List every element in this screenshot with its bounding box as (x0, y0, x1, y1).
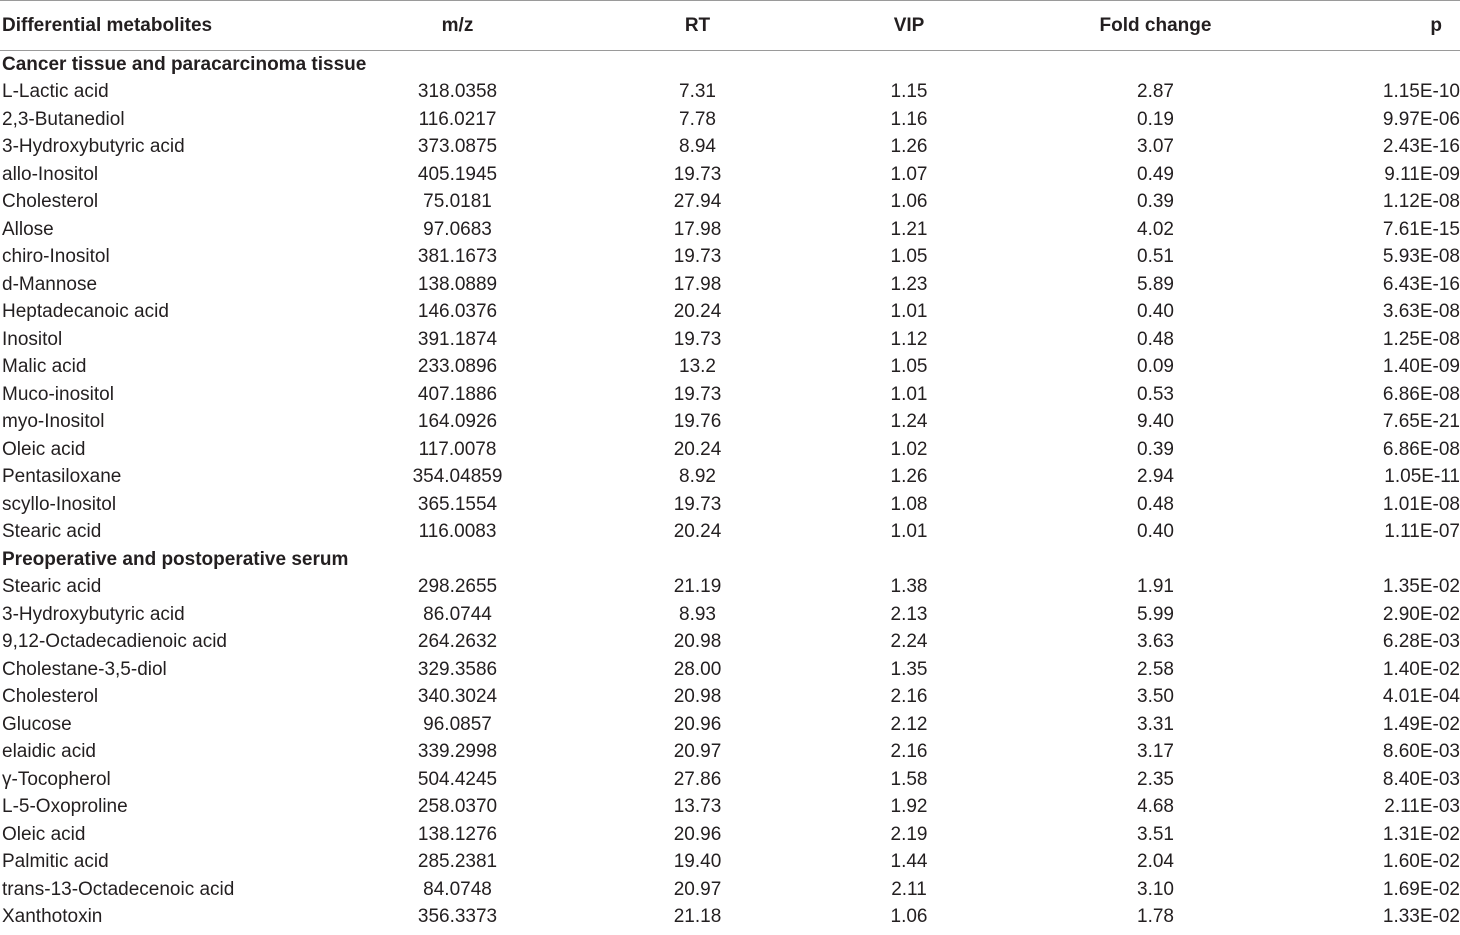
vip-cell: 2.13 (890, 603, 928, 625)
metabolite-cell: allo-Inositol (2, 163, 99, 185)
fold-change-cell: 3.51 (1137, 823, 1174, 845)
fold-change-cell: 5.89 (1137, 273, 1174, 295)
metabolite-cell: 3-Hydroxybutyric acid (2, 603, 185, 625)
rt-cell: 20.96 (673, 713, 722, 735)
vip-cell: 1.01 (890, 383, 928, 405)
metabolite-cell: Inositol (2, 328, 63, 350)
rt-cell: 20.24 (673, 438, 722, 460)
table-row (0, 656, 1460, 684)
p-value-cell: 3.63E-08 (1382, 301, 1460, 323)
metabolite-cell: Glucose (2, 713, 72, 735)
vip-cell: 1.06 (890, 906, 928, 928)
group-header-row (0, 546, 1460, 574)
p-value-cell: 6.86E-08 (1382, 383, 1460, 405)
mz-cell: 298.2655 (417, 576, 498, 598)
table-row (0, 683, 1460, 711)
vip-cell: 1.38 (890, 576, 928, 598)
rt-cell: 20.97 (673, 878, 722, 900)
p-value-cell: 9.97E-06 (1382, 108, 1460, 130)
mz-cell: 354.04859 (412, 466, 503, 488)
rt-cell: 17.98 (673, 218, 722, 240)
fold-change-cell: 0.19 (1137, 108, 1174, 130)
group-header-row (0, 51, 1460, 79)
column-header-p: p (1333, 1, 1460, 51)
vip-cell: 1.26 (890, 466, 928, 488)
mz-cell: 75.0181 (423, 191, 492, 213)
table-row (0, 133, 1460, 161)
mz-cell: 117.0078 (418, 438, 497, 460)
mz-cell: 329.3586 (417, 658, 498, 680)
table-row (0, 628, 1460, 656)
metabolite-cell: Malic acid (2, 356, 87, 378)
fold-change-cell: 3.50 (1137, 686, 1174, 708)
fold-change-cell: 0.40 (1137, 521, 1174, 543)
p-value-cell: 2.43E-16 (1382, 136, 1460, 158)
metabolite-cell: Oleic acid (2, 438, 86, 460)
fold-change-cell: 2.35 (1137, 768, 1174, 790)
p-value-cell: 2.90E-02 (1382, 603, 1460, 625)
mz-cell: 373.0875 (417, 136, 498, 158)
mz-cell: 138.0889 (417, 273, 498, 295)
table-row (0, 903, 1460, 931)
fold-change-cell: 0.09 (1137, 356, 1174, 378)
table-row (0, 161, 1460, 189)
fold-change-cell: 2.94 (1137, 466, 1174, 488)
rt-cell: 20.97 (673, 741, 722, 763)
fold-change-cell: 3.07 (1137, 136, 1174, 158)
p-value-cell: 1.12E-08 (1382, 191, 1460, 213)
fold-change-cell: 1.78 (1137, 906, 1174, 928)
vip-cell: 2.16 (890, 741, 928, 763)
table-row (0, 326, 1460, 354)
p-value-cell: 1.15E-10 (1382, 81, 1460, 103)
vip-cell: 1.01 (890, 521, 928, 543)
metabolite-cell: L-5-Oxoproline (2, 796, 128, 818)
vip-cell: 1.07 (890, 163, 928, 185)
rt-cell: 13.2 (679, 356, 716, 378)
rt-cell: 21.18 (673, 906, 722, 928)
rt-cell: 8.94 (679, 136, 716, 158)
fold-change-cell: 0.49 (1137, 163, 1174, 185)
table-row (0, 491, 1460, 519)
p-value-cell: 1.35E-02 (1382, 576, 1460, 598)
table-row (0, 188, 1460, 216)
rt-cell: 8.92 (679, 466, 716, 488)
p-value-cell: 1.31E-02 (1382, 823, 1460, 845)
rt-cell: 7.78 (679, 108, 716, 130)
table-row (0, 711, 1460, 739)
group-title: Cancer tissue and paracarcinoma tissue (2, 54, 367, 75)
vip-cell: 1.01 (890, 301, 928, 323)
fold-change-cell: 1.91 (1137, 576, 1174, 598)
vip-cell: 1.08 (890, 493, 928, 515)
vip-cell: 1.35 (890, 658, 928, 680)
rt-cell: 19.73 (673, 328, 722, 350)
fold-change-cell: 4.68 (1137, 796, 1174, 818)
table-row (0, 408, 1460, 436)
mz-cell: 84.0748 (423, 878, 492, 900)
p-value-cell: 1.49E-02 (1382, 713, 1460, 735)
rt-cell: 17.98 (673, 273, 722, 295)
table-row (0, 216, 1460, 244)
mz-cell: 339.2998 (417, 741, 498, 763)
table-row (0, 766, 1460, 794)
p-value-cell: 6.43E-16 (1382, 273, 1460, 295)
rt-cell: 20.24 (673, 301, 722, 323)
metabolite-cell: Oleic acid (2, 823, 86, 845)
mz-cell: 340.3024 (417, 686, 498, 708)
table-row (0, 106, 1460, 134)
vip-cell: 1.21 (890, 218, 928, 240)
table-row (0, 821, 1460, 849)
column-header-metabolite: Differential metabolites (0, 1, 360, 51)
mz-cell: 258.0370 (417, 796, 498, 818)
rt-cell: 27.86 (673, 768, 722, 790)
fold-change-cell: 3.63 (1137, 631, 1174, 653)
rt-cell: 19.73 (673, 163, 722, 185)
mz-cell: 381.1673 (417, 246, 498, 268)
p-value-cell: 8.60E-03 (1382, 741, 1460, 763)
table-body (0, 51, 1460, 931)
mz-cell: 504.4245 (417, 768, 498, 790)
table-row (0, 381, 1460, 409)
mz-cell: 164.0926 (417, 411, 498, 433)
table-row (0, 573, 1460, 601)
fold-change-cell: 3.10 (1137, 878, 1174, 900)
fold-change-cell: 0.51 (1137, 246, 1174, 268)
vip-cell: 1.16 (890, 108, 928, 130)
vip-cell: 1.02 (890, 438, 928, 460)
fold-change-cell: 9.40 (1137, 411, 1174, 433)
fold-change-cell: 2.04 (1137, 851, 1174, 873)
column-header-vip: VIP (840, 1, 978, 51)
mz-cell: 86.0744 (423, 603, 492, 625)
fold-change-cell: 0.39 (1137, 191, 1174, 213)
rt-cell: 8.93 (679, 603, 716, 625)
p-value-cell: 1.69E-02 (1382, 878, 1460, 900)
vip-cell: 1.44 (890, 851, 928, 873)
p-value-cell: 6.86E-08 (1382, 438, 1460, 460)
mz-cell: 97.0683 (423, 218, 492, 240)
p-value-cell: 1.25E-08 (1382, 328, 1460, 350)
fold-change-cell: 3.17 (1137, 741, 1174, 763)
header-row (0, 1, 1460, 51)
p-value-cell: 7.65E-21 (1382, 411, 1460, 433)
vip-cell: 1.23 (890, 273, 928, 295)
mz-cell: 116.0083 (418, 521, 497, 543)
fold-change-cell: 0.40 (1137, 301, 1174, 323)
table-row (0, 738, 1460, 766)
rt-cell: 20.98 (673, 686, 722, 708)
rt-cell: 13.73 (673, 796, 722, 818)
fold-change-cell: 2.87 (1137, 81, 1174, 103)
rt-cell: 20.24 (673, 521, 722, 543)
p-value-cell: 1.40E-02 (1382, 658, 1460, 680)
table-row (0, 78, 1460, 106)
rt-cell: 21.19 (673, 576, 722, 598)
vip-cell: 1.24 (890, 411, 928, 433)
vip-cell: 1.92 (890, 796, 928, 818)
table-row (0, 353, 1460, 381)
metabolite-cell: elaidic acid (2, 741, 96, 763)
group-title: Preoperative and postoperative serum (2, 548, 349, 570)
vip-cell: 1.05 (890, 356, 928, 378)
p-value-cell: 1.11E-07 (1384, 521, 1460, 543)
metabolite-cell: scyllo-Inositol (2, 493, 117, 515)
vip-cell: 2.11 (891, 878, 927, 900)
rt-cell: 19.40 (673, 851, 722, 873)
table-row (0, 518, 1460, 546)
mz-cell: 356.3373 (417, 906, 498, 928)
vip-cell: 1.12 (890, 328, 928, 350)
mz-cell: 116.0217 (418, 108, 497, 130)
mz-cell: 138.1276 (417, 823, 498, 845)
vip-cell: 1.15 (890, 81, 928, 103)
vip-cell: 2.16 (890, 686, 928, 708)
column-header-mz: m/z (360, 1, 555, 51)
metabolite-cell: Palmitic acid (2, 851, 109, 873)
table-row (0, 601, 1460, 629)
metabolite-cell: 9,12-Octadecadienoic acid (2, 631, 227, 653)
metabolite-cell: trans-13-Octadecenoic acid (2, 878, 235, 900)
fold-change-cell: 0.53 (1137, 383, 1174, 405)
p-value-cell: 4.01E-04 (1382, 686, 1460, 708)
rt-cell: 28.00 (673, 658, 722, 680)
p-value-cell: 1.33E-02 (1382, 906, 1460, 928)
metabolite-cell: Heptadecanoic acid (2, 301, 169, 323)
table-row (0, 876, 1460, 904)
vip-cell: 1.26 (890, 136, 928, 158)
rt-cell: 20.96 (673, 823, 722, 845)
mz-cell: 407.1886 (417, 383, 498, 405)
vip-cell: 2.19 (890, 823, 928, 845)
rt-cell: 20.98 (673, 631, 722, 653)
metabolite-cell: Muco-inositol (2, 383, 114, 405)
metabolite-cell: d-Mannose (2, 273, 98, 295)
metabolite-cell: chiro-Inositol (2, 246, 110, 268)
fold-change-cell: 2.58 (1137, 658, 1174, 680)
rt-cell: 19.73 (673, 383, 722, 405)
metabolite-cell: 3-Hydroxybutyric acid (2, 136, 185, 158)
mz-cell: 233.0896 (417, 356, 498, 378)
metabolite-cell: Pentasiloxane (2, 466, 122, 488)
table-row (0, 298, 1460, 326)
fold-change-cell: 4.02 (1137, 218, 1174, 240)
metabolite-cell: Cholesterol (2, 191, 99, 213)
table-row (0, 463, 1460, 491)
metabolite-cell: Stearic acid (2, 521, 102, 543)
rt-cell: 27.94 (673, 191, 722, 213)
p-value-cell: 1.60E-02 (1382, 851, 1460, 873)
fold-change-cell: 3.31 (1137, 713, 1174, 735)
metabolite-cell: γ-Tocopherol (2, 768, 111, 790)
table-row (0, 848, 1460, 876)
rt-cell: 19.73 (673, 493, 722, 515)
p-value-cell: 7.61E-15 (1382, 218, 1460, 240)
fold-change-cell: 0.48 (1137, 328, 1174, 350)
fold-change-cell: 0.48 (1137, 493, 1174, 515)
table-row (0, 243, 1460, 271)
metabolite-cell: myo-Inositol (2, 411, 105, 433)
vip-cell: 1.58 (890, 768, 928, 790)
p-value-cell: 1.40E-09 (1382, 356, 1460, 378)
p-value-cell: 1.05E-11 (1384, 466, 1460, 488)
rt-cell: 7.31 (679, 81, 716, 103)
p-value-cell: 8.40E-03 (1382, 768, 1460, 790)
vip-cell: 1.06 (890, 191, 928, 213)
column-header-fold-change: Fold change (978, 1, 1333, 51)
mz-cell: 285.2381 (417, 851, 498, 873)
vip-cell: 2.24 (890, 631, 928, 653)
metabolite-cell: Allose (2, 218, 54, 240)
metabolite-cell: Cholesterol (2, 686, 99, 708)
metabolite-cell: Cholestane-3,5-diol (2, 658, 167, 680)
mz-cell: 405.1945 (417, 163, 498, 185)
mz-cell: 318.0358 (417, 81, 498, 103)
vip-cell: 2.12 (890, 713, 928, 735)
vip-cell: 1.05 (890, 246, 928, 268)
metabolite-cell: Stearic acid (2, 576, 102, 598)
table-row (0, 793, 1460, 821)
fold-change-cell: 5.99 (1137, 603, 1174, 625)
p-value-cell: 9.11E-09 (1384, 163, 1460, 185)
mz-cell: 96.0857 (423, 713, 492, 735)
p-value-cell: 1.01E-08 (1382, 493, 1460, 515)
metabolite-cell: L-Lactic acid (2, 81, 109, 103)
metabolite-cell: Xanthotoxin (2, 906, 103, 928)
mz-cell: 264.2632 (417, 631, 498, 653)
metabolite-cell: 2,3-Butanediol (2, 108, 125, 130)
table-row (0, 271, 1460, 299)
column-header-rt: RT (555, 1, 840, 51)
fold-change-cell: 0.39 (1137, 438, 1174, 460)
mz-cell: 391.1874 (417, 328, 498, 350)
mz-cell: 365.1554 (417, 493, 498, 515)
mz-cell: 146.0376 (417, 301, 498, 323)
p-value-cell: 5.93E-08 (1382, 246, 1460, 268)
rt-cell: 19.76 (673, 411, 722, 433)
p-value-cell: 6.28E-03 (1382, 631, 1460, 653)
p-value-cell: 2.11E-03 (1384, 796, 1460, 818)
table-row (0, 436, 1460, 464)
rt-cell: 19.73 (673, 246, 722, 268)
